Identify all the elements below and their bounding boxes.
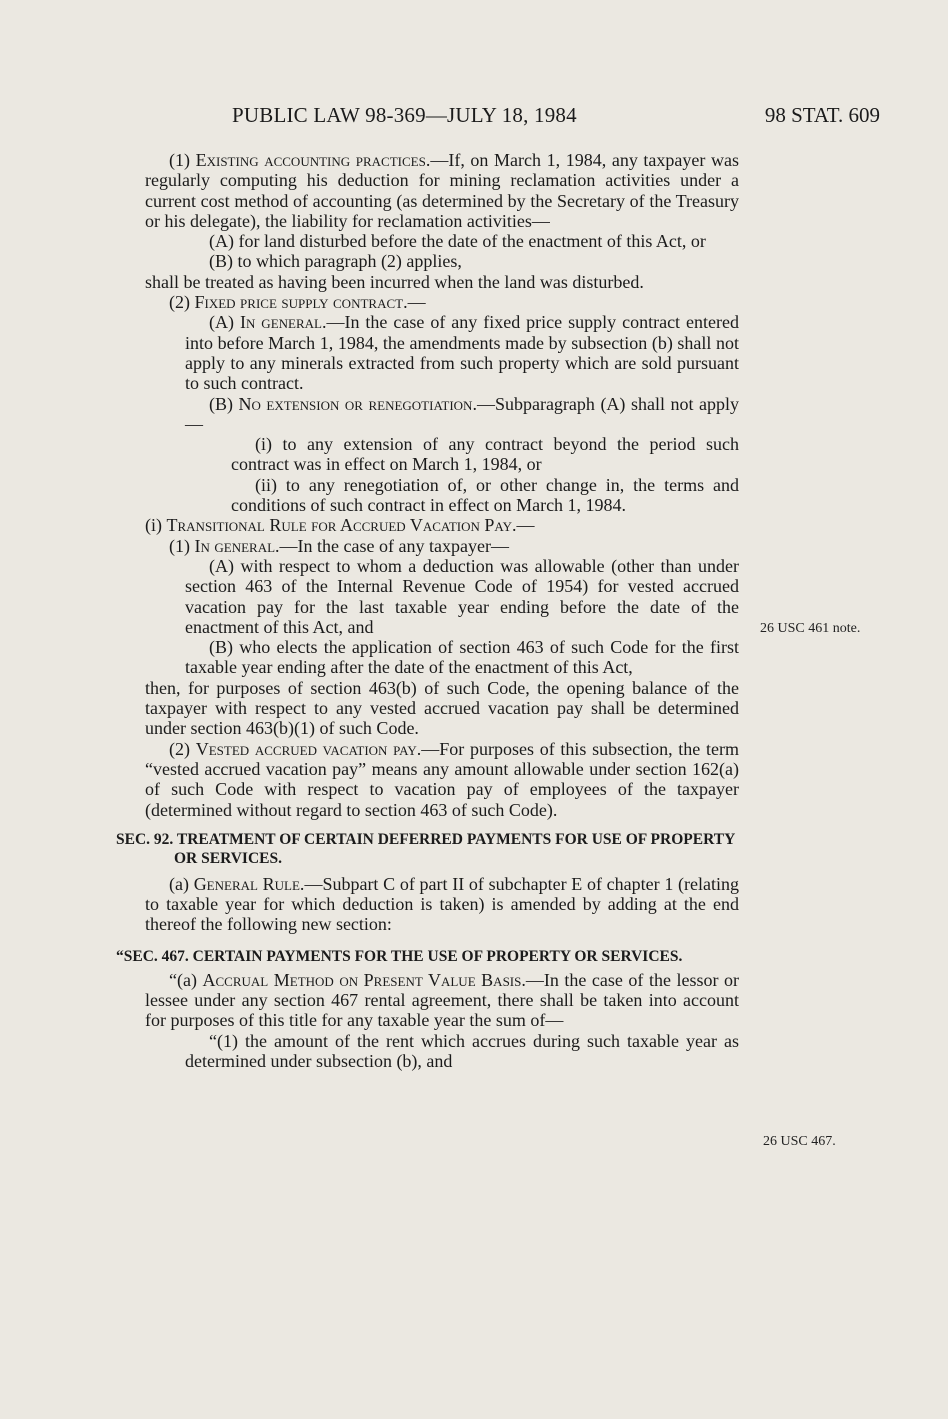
subsection-a-accrual-method: “(a) Accrual Method on Present Value Basis.—In the case of the lessor or lessee under any section 467 rental agreement, there shall be taken into account for purposes of this title for any taxable year the sum of— [145, 969, 739, 1031]
running-title: PUBLIC LAW 98-369—JULY 18, 1984 [232, 103, 577, 127]
paragraph-1-rent-accrues: “(1) the amount of the rent which accrues during such taxable year as determined under subsection (b), and [185, 1030, 739, 1071]
clause-ii: (ii) to any renegotiation of, or other change in, the terms and conditions of such contract in effect on March 1, 1984. [231, 474, 739, 516]
subparagraph-heading: In general. [239, 312, 327, 333]
margin-note-26-usc-461: 26 USC 461 note. [760, 621, 861, 636]
paragraph-vested-accrued-vacation-pay: (2) Vested accrued vacation pay.—For purposes of this subsection, the term “vested accrued vacation pay” means any amount allowable under section 162(a) of such Code with respect to vacation pay of employees of the taxpayer (determined without regard to section 463 of such Code). [145, 738, 739, 820]
flush-text: shall be treated as having been incurred when the land was disturbed. [145, 271, 644, 292]
subparagraph-a-in-general: (A) In general.—In the case of any fixed price supply contract entered into before March 1, 1984, the amendments made by subsection (b) shall not apply to any minerals extracted from such property which are sold pursuant to such contract. [185, 312, 739, 394]
flush-text: then, for purposes of section 463(b) of such Code, the opening balance of the taxpayer with respect to any vested accrued vacation pay shall be determined under section 463(b)(1) of such Code. [145, 677, 739, 739]
clause-i: (i) to any extension of any contract beyond the period such contract was in effect on March 1, 1984, or [231, 434, 739, 475]
subparagraph-heading: No extension or renegotiation. [238, 393, 477, 414]
paragraph-heading: Existing accounting practices. [195, 150, 431, 170]
margin-note-26-usc-467: 26 USC 467. [763, 1134, 836, 1149]
subsection-a-general-rule: (a) General Rule.—Subpart C of part II of subchapter E of chapter 1 (relating to taxable year for which deduction is taken) is amended by adding at the end thereof the following new section: [145, 873, 739, 935]
paragraph-fixed-price-supply-contract: (2) Fixed price supply contract.— [169, 292, 426, 313]
subsection-i-transitional-rule: (i) Transitional Rule for Accrued Vacation Pay.— [145, 515, 535, 536]
subsection-heading: General Rule. [193, 873, 305, 894]
statute-text [116, 150, 739, 1071]
paragraph-heading: Vested accrued vacation pay. [195, 738, 422, 759]
subparagraph-b-elects: (B) who elects the application of section 463 of such Code for the first taxable year ending after the date of the enactment of this Act, [185, 637, 739, 678]
subparagraph-a-deduction: (A) with respect to whom a deduction was allowable (other than under section 463 of the Internal Revenue Code of 1954) for vested accrued vacation pay for the last taxable year ending before the date of the enactment of this Act, and [185, 555, 739, 637]
subsection-heading: Accrual Method on Present Value Basis. [202, 969, 526, 990]
section-467-heading: “SEC. 467. CERTAIN PAYMENTS FOR THE USE OF PROPERTY OR SERVICES. [116, 947, 683, 965]
subparagraph-a: (A) for land disturbed before the date of the enactment of this Act, or [209, 231, 706, 252]
statute-page-number: 98 STAT. 609 [764, 103, 880, 127]
subparagraph-b-no-extension: (B) No extension or renegotiation.—Subparagraph (A) shall not apply— [185, 393, 739, 434]
subparagraph-b: (B) to which paragraph (2) applies, [209, 251, 462, 272]
paragraph-heading: In general. [194, 535, 280, 556]
paragraph-existing-accounting-practices: (1) Existing accounting practices.—If, on March 1, 1984, any taxpayer was regularly computing his deduction for mining reclamation activities under a current cost method of accounting (as determined by the Secretary of the Treasury or his delegate), the liability for reclamation activities— [145, 150, 739, 231]
page-header [232, 103, 880, 133]
paragraph-in-general: (1) In general.—In the case of any taxpayer— [169, 535, 509, 556]
subsection-heading: Transitional Rule for Accrued Vacation Pay. [166, 515, 517, 536]
paragraph-heading: Fixed price supply contract. [194, 292, 408, 313]
section-92-heading: SEC. 92. TREATMENT OF CERTAIN DEFERRED PAYMENTS FOR USE OF PROPERTY OR SERVICES. [116, 830, 735, 867]
